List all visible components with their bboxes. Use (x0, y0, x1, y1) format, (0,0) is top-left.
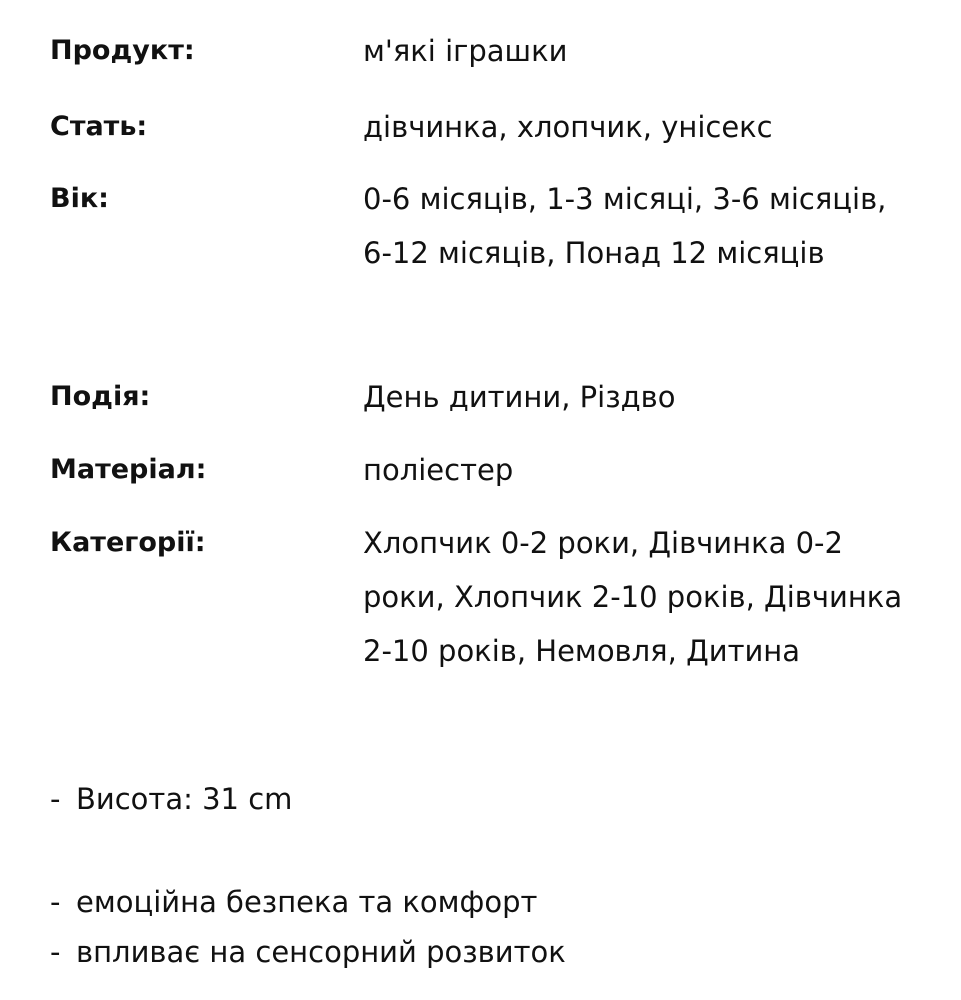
spec-label-categories: Категорії: (50, 527, 206, 558)
spec-row-age (50, 172, 930, 370)
spec-row-categories (50, 516, 930, 746)
spec-label-material: Матеріал: (50, 454, 207, 485)
note-item-emotional-safety (50, 877, 930, 927)
spec-value-material: поліестер (363, 453, 514, 487)
spec-value-event: День дитини, Різдво (363, 380, 676, 414)
note-dash: - (50, 782, 61, 816)
spec-row-material (50, 443, 930, 516)
note-height-text: Висота: 31 cm (76, 782, 293, 816)
spec-row-event (50, 370, 930, 443)
spec-value-gender: дівчинка, хлопчик, унісекс (363, 110, 773, 144)
spec-row-gender (50, 100, 930, 172)
spec-label-age: Вік: (50, 183, 109, 214)
spec-value-age: 0-6 місяців, 1-3 місяці, 3-6 місяців, 6-12 місяців, Понад 12 місяців (363, 182, 887, 270)
note-item-sensory-development (50, 927, 930, 977)
note-item-text: впливає на сенсорний розвиток (76, 935, 566, 969)
note-dash: - (50, 935, 61, 969)
note-item-text: емоційна безпека та комфорт (76, 885, 538, 919)
spec-value-product: м'які іграшки (363, 34, 568, 68)
spec-label-event: Подія: (50, 381, 151, 412)
product-notes (50, 774, 930, 977)
spec-row-product (50, 24, 930, 100)
note-height (50, 774, 930, 824)
spec-label-gender: Стать: (50, 111, 148, 142)
product-specs-table (50, 24, 930, 746)
spec-value-categories: Хлопчик 0-2 роки, Дівчинка 0-2 роки, Хлопчик 2-10 років, Дівчинка 2-10 років, Немовля, Дитина (363, 526, 903, 668)
spec-label-product: Продукт: (50, 35, 195, 66)
note-dash: - (50, 885, 61, 919)
